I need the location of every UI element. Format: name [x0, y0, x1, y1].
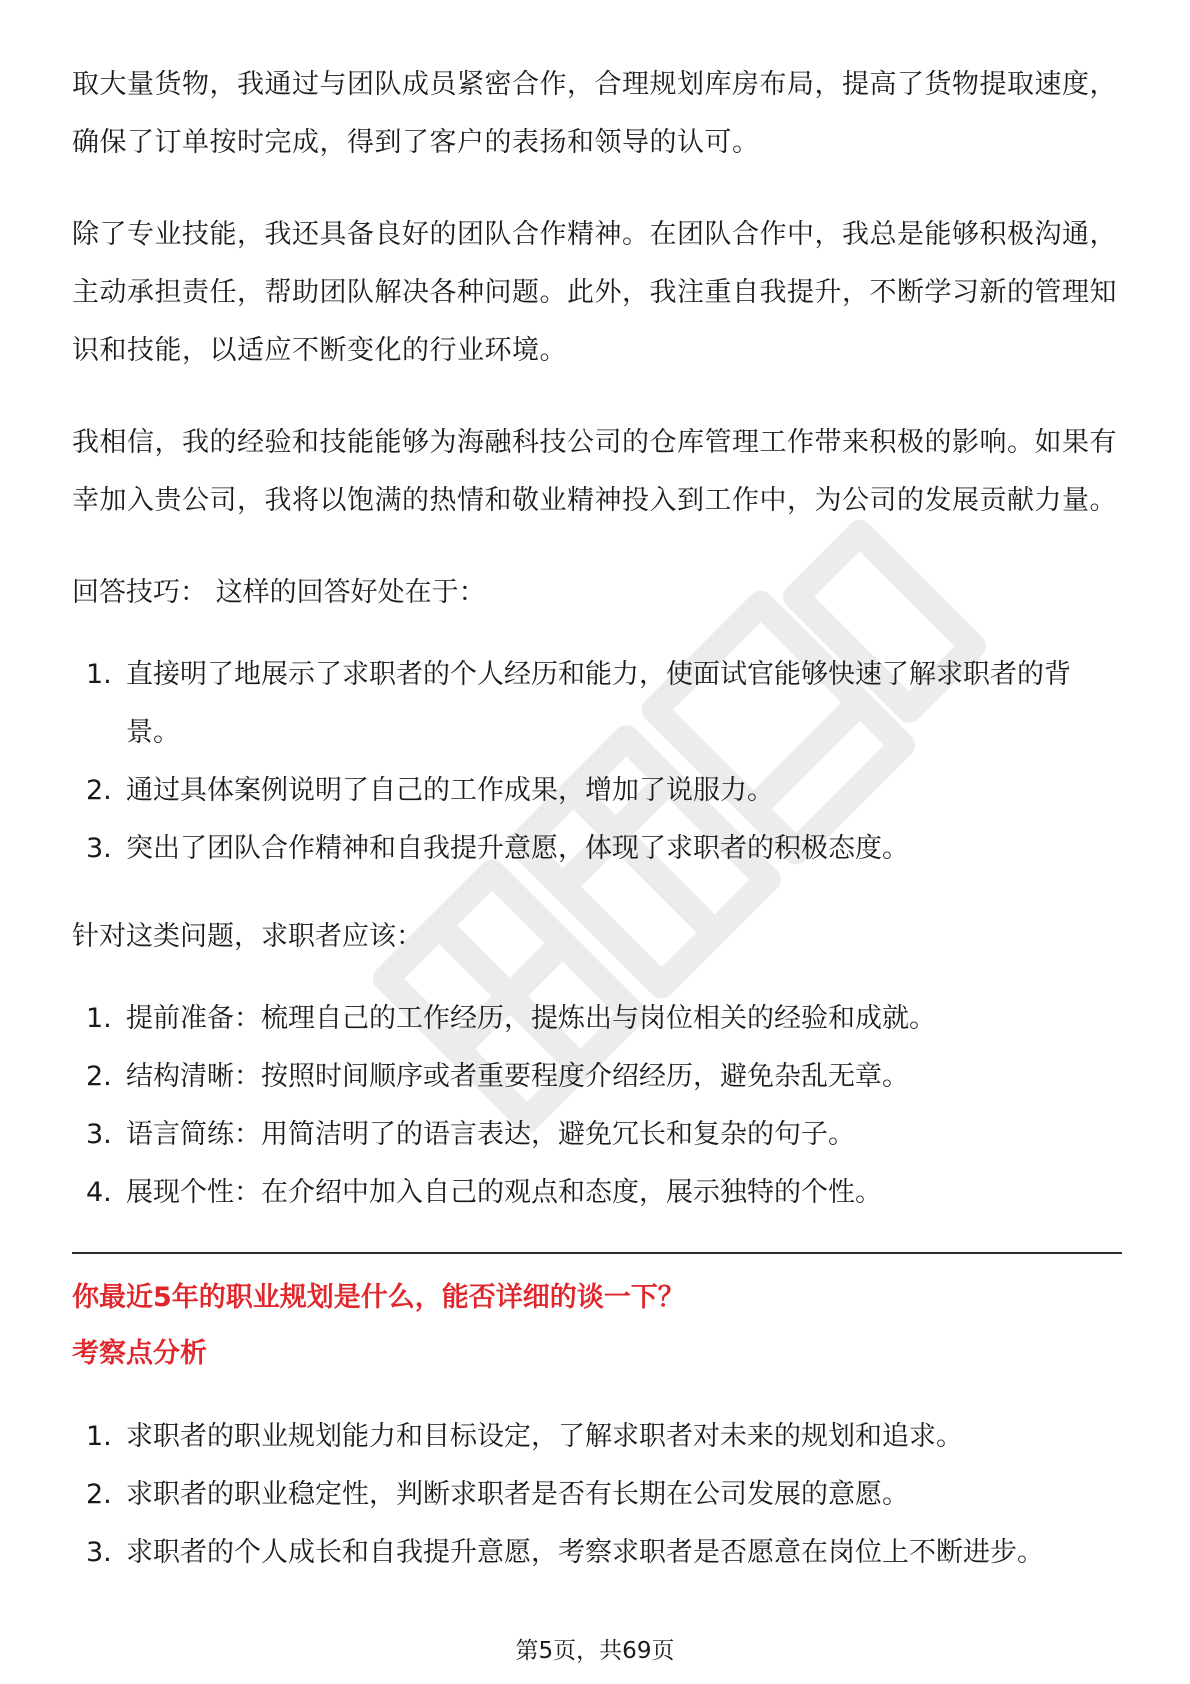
analysis-heading: 考察点分析 [72, 1338, 207, 1369]
list-number: 3. [86, 833, 112, 864]
paragraph-1: 取大量货物，我通过与团队成员紧密合作，合理规划库房布局，提高了货物提取速度，确保了订单按时完成，得到了客户的表扬和领导的认可。 [72, 69, 1117, 158]
list-text: 语言简练：用简洁明了的语言表达，避免冗长和复杂的句子。 [126, 1119, 855, 1150]
list-number: 2. [86, 1061, 112, 1092]
list-number: 3. [86, 1119, 112, 1150]
list-item [72, 1048, 1122, 1106]
main-content [72, 56, 1122, 1612]
list-text: 求职者的职业规划能力和目标设定，了解求职者对未来的规划和追求。 [126, 1421, 963, 1452]
list-item [72, 1524, 1122, 1582]
analysis-list [72, 1408, 1122, 1582]
page-footer: 第5页，共69页 [515, 1638, 675, 1664]
question-title: 你最近5年的职业规划是什么，能否详细的谈一下？ [72, 1282, 685, 1313]
list-text: 提前准备：梳理自己的工作经历，提炼出与岗位相关的经验和成就。 [126, 1003, 936, 1034]
list-number: 2. [86, 775, 112, 806]
list-item [72, 990, 1122, 1048]
list-text: 求职者的个人成长和自我提升意愿，考察求职者是否愿意在岗位上不断进步。 [126, 1537, 1044, 1568]
list-item [72, 820, 1122, 878]
list-number: 1. [86, 659, 112, 690]
advice-list [72, 990, 1122, 1222]
list-item [72, 646, 1122, 762]
tips-heading: 回答技巧： 这样的回答好处在于： [72, 577, 486, 608]
paragraph-3: 我相信，我的经验和技能能够为海融科技公司的仓库管理工作带来积极的影响。如果有幸加入贵公司，我将以饱满的热情和敬业精神投入到工作中，为公司的发展贡献力量。 [72, 427, 1117, 516]
list-number: 3. [86, 1537, 112, 1568]
paragraph-2: 除了专业技能，我还具备良好的团队合作精神。在团队合作中，我总是能够积极沟通，主动承担责任，帮助团队解决各种问题。此外，我注重自我提升，不断学习新的管理知识和技能，以适应不断变化的行业环境。 [72, 219, 1117, 366]
list-item [72, 1106, 1122, 1164]
list-text: 展现个性：在介绍中加入自己的观点和态度，展示独特的个性。 [126, 1177, 882, 1208]
list-text: 突出了团队合作精神和自我提升意愿，体现了求职者的积极态度。 [126, 833, 909, 864]
list-item [72, 1408, 1122, 1466]
advice-heading: 针对这类问题，求职者应该： [72, 921, 423, 952]
list-number: 1. [86, 1421, 112, 1452]
section-divider [72, 1252, 1122, 1254]
list-text: 结构清晰：按照时间顺序或者重要程度介绍经历，避免杂乱无章。 [126, 1061, 909, 1092]
list-number: 2. [86, 1479, 112, 1510]
list-number: 1. [86, 1003, 112, 1034]
list-text: 通过具体案例说明了自己的工作成果，增加了说服力。 [126, 775, 774, 806]
list-number: 4. [86, 1177, 112, 1208]
tips-list [72, 646, 1122, 878]
list-item [72, 1466, 1122, 1524]
list-text: 直接明了地展示了求职者的个人经历和能力，使面试官能够快速了解求职者的背景。 [126, 659, 1071, 748]
list-item [72, 762, 1122, 820]
list-text: 求职者的职业稳定性，判断求职者是否有长期在公司发展的意愿。 [126, 1479, 909, 1510]
list-item [72, 1164, 1122, 1222]
